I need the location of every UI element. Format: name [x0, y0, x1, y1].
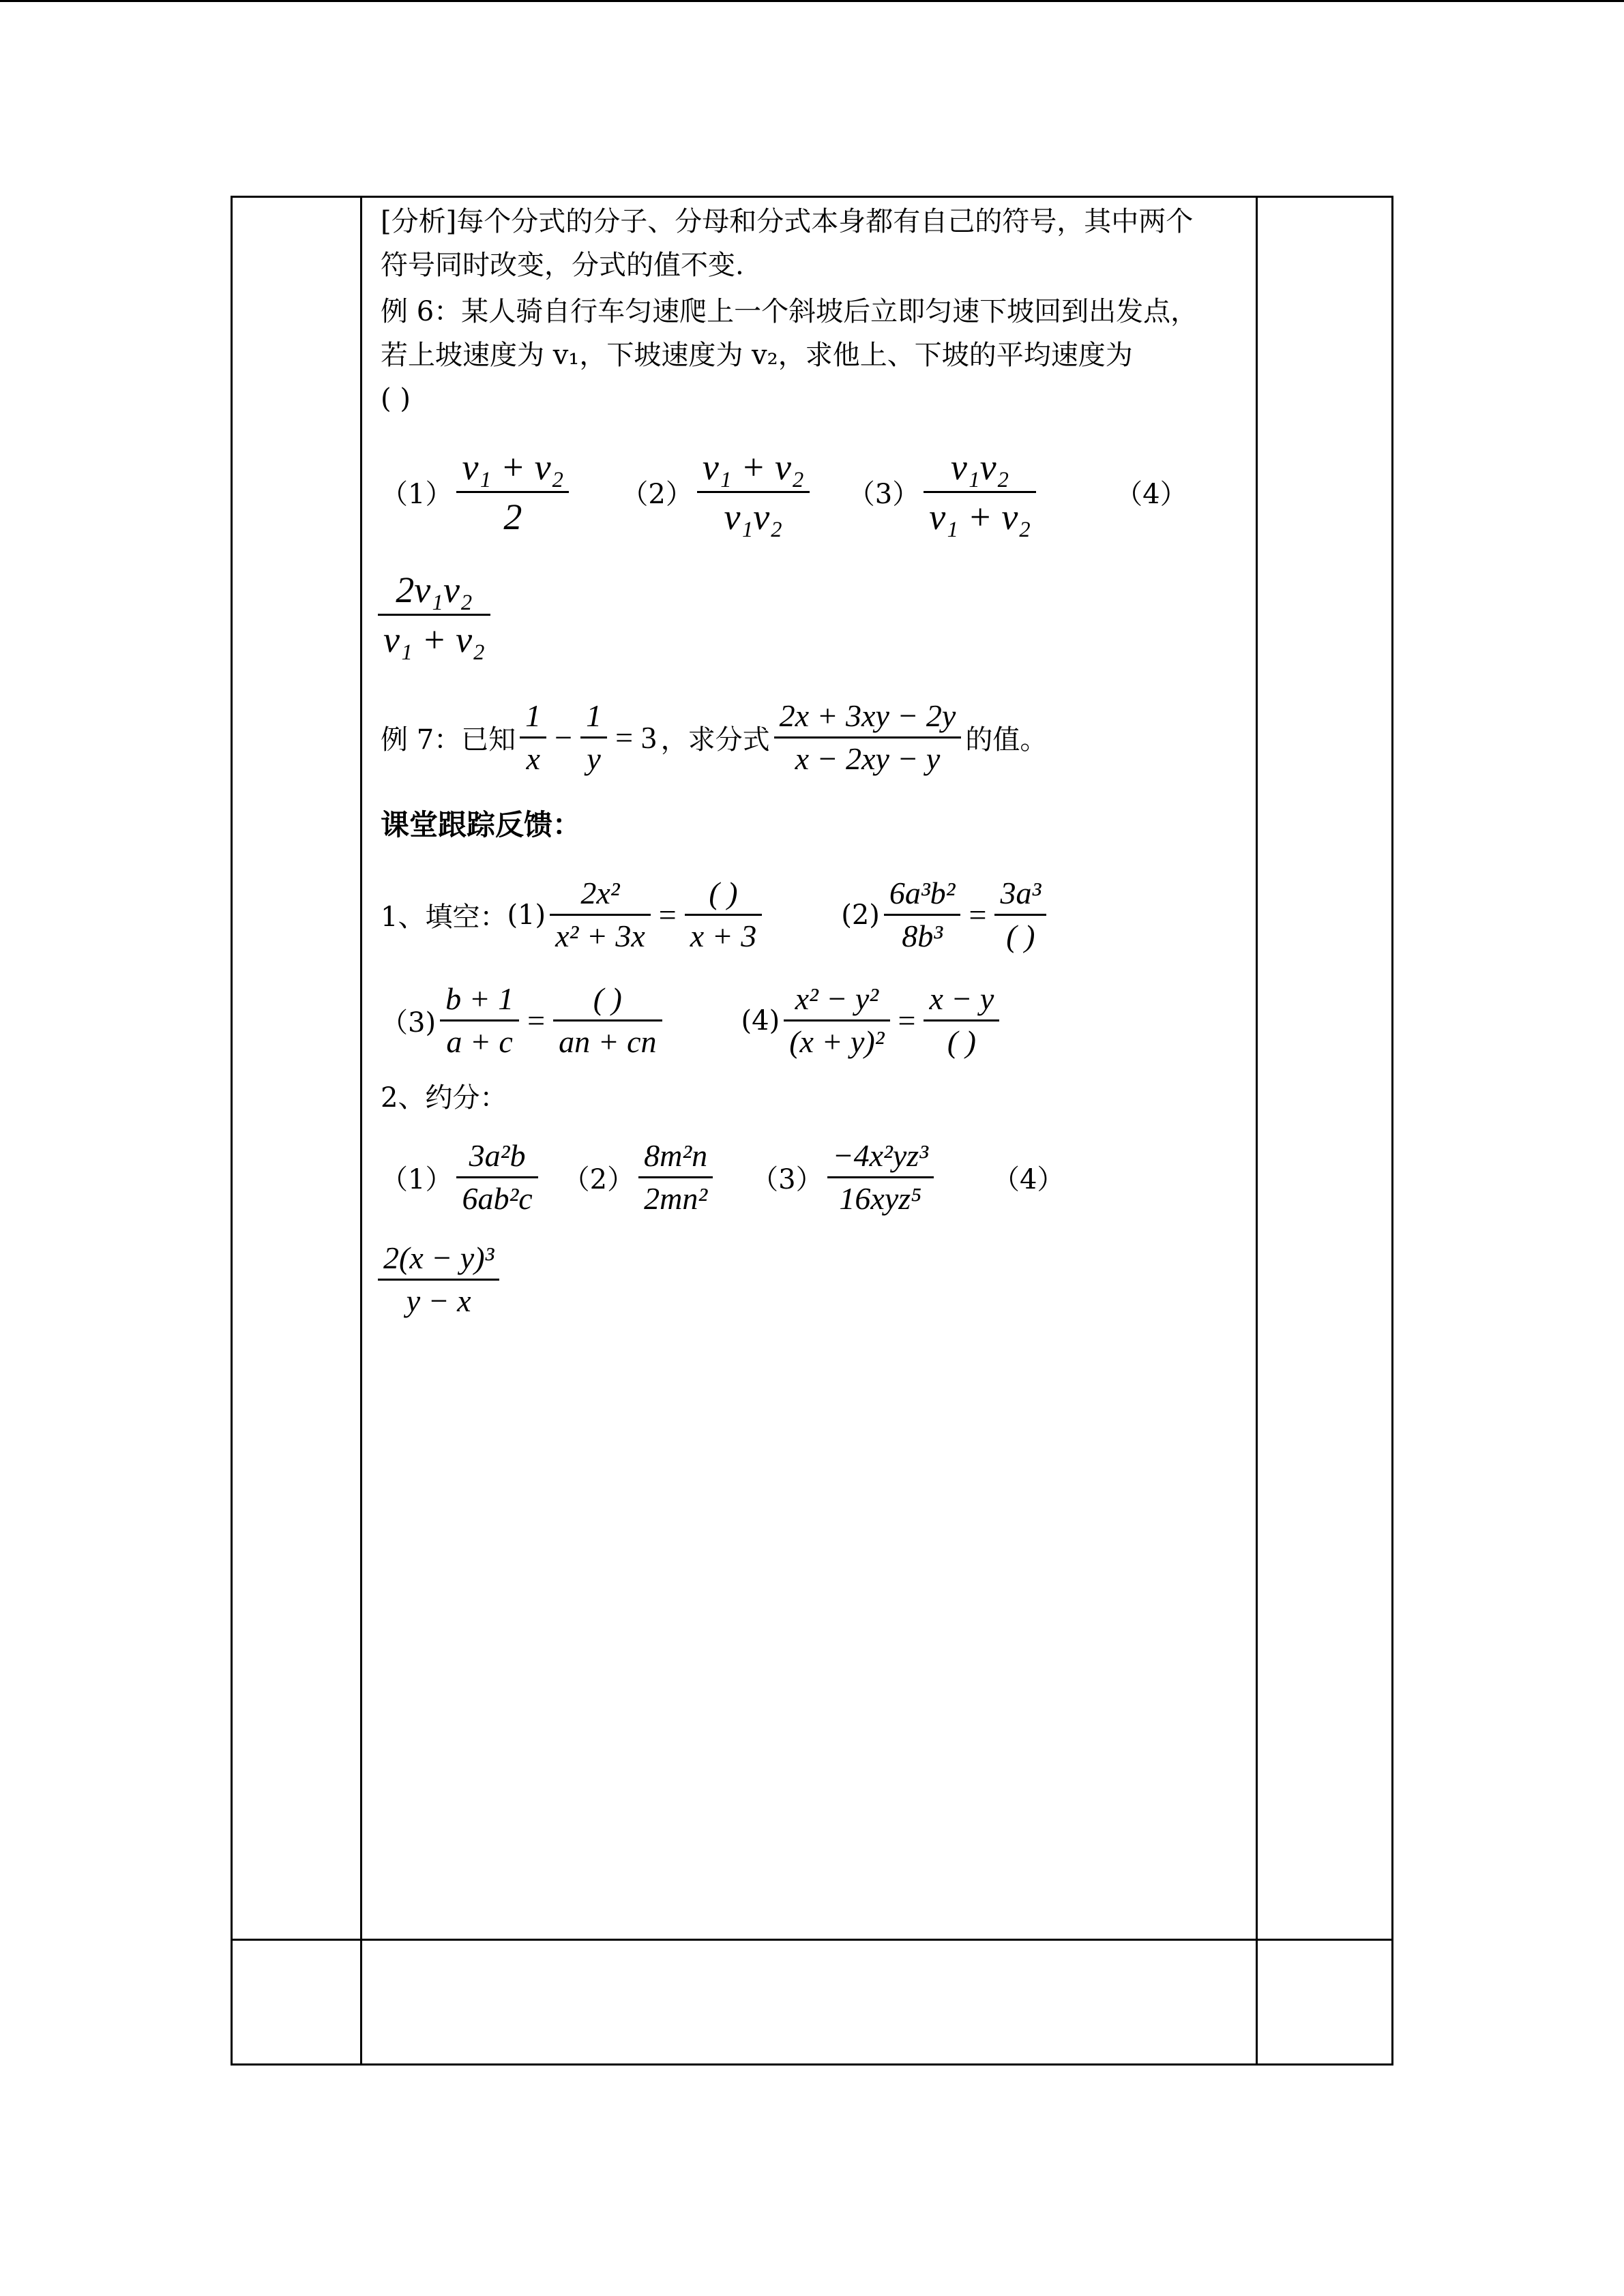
denominator: v₁ + v₂ [929, 496, 1031, 537]
numerator: −4x²yz³ [832, 1138, 928, 1173]
equals-sign: = [527, 1003, 546, 1038]
row-divider [233, 1939, 1391, 1941]
equals-sign: = [969, 897, 987, 932]
equals-sign: = [898, 1003, 916, 1038]
numerator: 2v₁v₂ [396, 569, 473, 610]
q2-label-1: （1） [381, 1164, 453, 1195]
numerator: 3a²b [469, 1138, 526, 1173]
q1-p4-left [784, 979, 889, 1062]
denominator: ( ) [947, 1024, 976, 1059]
q1-p1-right [685, 873, 762, 957]
q1-title: 1、填空： [381, 901, 507, 933]
denominator: 2 [503, 496, 522, 537]
lesson-table [231, 196, 1393, 2066]
q2-item-2 [638, 1135, 713, 1219]
denominator: 8b³ [902, 919, 943, 953]
example7-fraction-1 [520, 696, 546, 779]
q1-label-1: (1) [507, 899, 546, 931]
numerator: ( ) [709, 876, 738, 910]
q1-p2-right [994, 873, 1046, 957]
denominator: 16xyz⁵ [839, 1181, 922, 1216]
option-label-1: （1） [381, 479, 453, 510]
q1-row-2 [381, 979, 1003, 1062]
q2-item-3 [827, 1135, 934, 1219]
q1-label-4: (4) [741, 1004, 780, 1037]
option-2-fraction [697, 443, 810, 541]
q2-item-1 [456, 1135, 537, 1219]
analysis-line-1: [分析]每个分式的分子、分母和分式本身都有自己的符号，其中两个 [381, 206, 1194, 237]
q1-p3-left [440, 979, 519, 1062]
example6-options-row [381, 443, 1187, 541]
denominator: x [526, 741, 540, 776]
equals-sign: = [658, 897, 677, 932]
q2-label-3: （3） [751, 1164, 823, 1195]
example6-option4-row [374, 566, 494, 664]
denominator: v₁v₂ [724, 496, 783, 537]
numerator: 1 [525, 698, 542, 733]
numerator: 2x² [580, 876, 620, 910]
denominator: 6ab²c [462, 1181, 533, 1216]
q1-p4-right [924, 979, 999, 1062]
denominator: v₁ + v₂ [383, 619, 485, 660]
denominator: 2mn² [644, 1181, 708, 1216]
denominator: y [587, 741, 601, 776]
example7-mid: ，求分式 [660, 724, 770, 756]
denominator: an + cn [559, 1024, 657, 1059]
numerator: 6a³b² [889, 876, 956, 910]
numerator: 2x + 3xy − 2y [779, 698, 956, 733]
numerator: 1 [586, 698, 602, 733]
q1-p2-left [884, 873, 961, 957]
q1-label-2: (2) [841, 899, 880, 931]
numerator: v₁ + v₂ [462, 447, 564, 488]
example6-line-2: 若上坡速度为 v₁，下坡速度为 v₂，求他上、下坡的平均速度为 [381, 340, 1133, 371]
example7-suffix: 的值。 [965, 724, 1048, 756]
numerator: x − y [929, 981, 994, 1016]
numerator: 8m²n [644, 1138, 708, 1173]
option-3-fraction [924, 443, 1036, 541]
denominator: x − 2xy − y [795, 741, 941, 776]
q2-label-4: （4） [992, 1164, 1065, 1195]
q1-label-3: （3) [381, 1007, 437, 1039]
numerator: v₁ + v₂ [702, 447, 804, 488]
option-1-fraction [456, 443, 569, 541]
q1-row-1 [381, 873, 1050, 957]
q2-row-2 [374, 1238, 503, 1322]
column-divider-right [1256, 198, 1258, 2063]
denominator: a + c [446, 1024, 513, 1059]
top-border-line [0, 0, 1624, 2]
example7-row [381, 696, 1047, 779]
denominator: (x + y)² [789, 1024, 885, 1059]
q2-row-1 [381, 1135, 1064, 1219]
example6-line-1: 例 6：某人骑自行车匀速爬上一个斜坡后立即匀速下坡回到出发点， [381, 296, 1198, 327]
denominator: ( ) [1006, 919, 1035, 953]
q2-label-2: （2） [562, 1164, 635, 1195]
example7-prefix: 例 7：已知 [381, 724, 516, 756]
option-label-3: （3） [847, 479, 920, 510]
option-label-4: （4） [1115, 479, 1187, 510]
numerator: x² − y² [795, 981, 879, 1016]
q1-p1-left [550, 873, 651, 957]
q1-p3-right [553, 979, 662, 1062]
numerator: b + 1 [445, 981, 514, 1016]
analysis-line-2: 符号同时改变，分式的值不变. [381, 250, 744, 281]
denominator: x² + 3x [555, 919, 645, 953]
feedback-title: 课堂跟踪反馈： [381, 808, 582, 841]
q2-item-4 [378, 1238, 499, 1322]
denominator: x + 3 [690, 919, 757, 953]
equals-three: = 3 [615, 720, 657, 755]
option-4-fraction [378, 566, 490, 664]
minus-sign: − [555, 720, 573, 755]
example7-fraction-3 [774, 696, 962, 779]
numerator: 2(x − y)³ [383, 1240, 494, 1275]
numerator: 3a³ [1000, 876, 1042, 910]
denominator: y − x [406, 1283, 471, 1318]
numerator: ( ) [593, 981, 622, 1016]
q2-title: 2、约分： [381, 1082, 507, 1114]
option-label-2: （2） [621, 479, 693, 510]
example6-line-3: ( ) [381, 383, 411, 415]
column-divider-left [360, 198, 362, 2063]
numerator: v₁v₂ [950, 447, 1009, 488]
example7-fraction-2 [580, 696, 607, 779]
